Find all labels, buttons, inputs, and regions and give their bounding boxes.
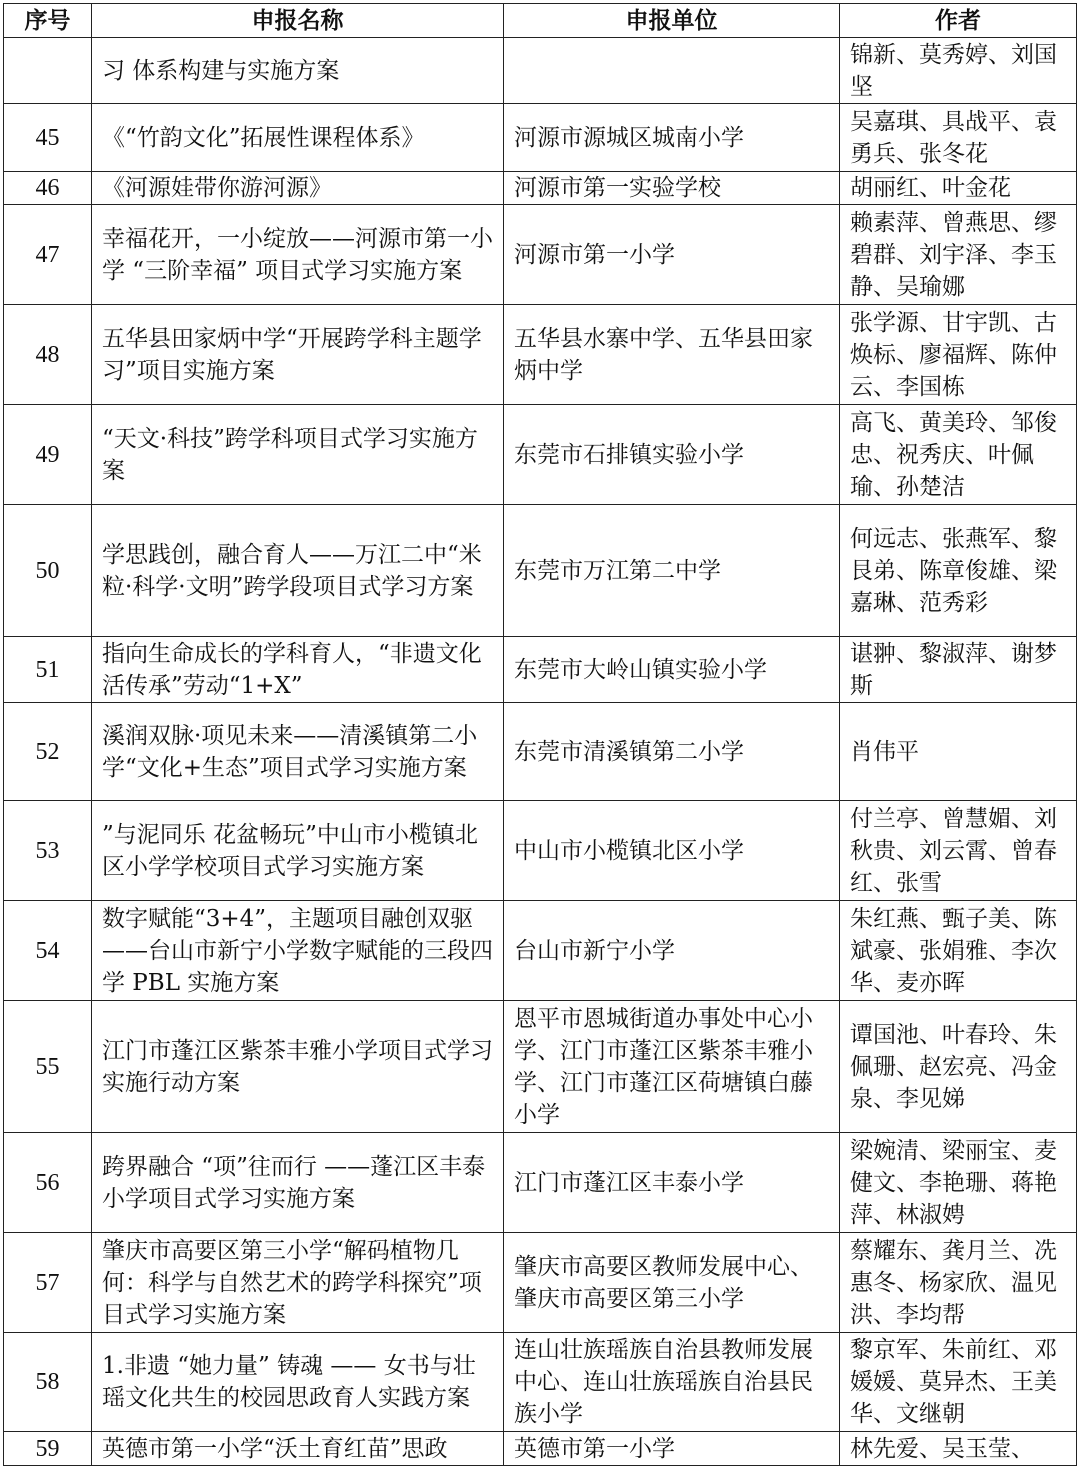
applicant-unit-cell: 肇庆市高要区教师发展中心、肇庆市高要区第三小学 (504, 1233, 840, 1333)
header-name: 申报名称 (92, 4, 504, 38)
row-number-cell: 50 (4, 505, 92, 637)
authors-cell: 赖素萍、曾燕思、缪碧群、刘宇泽、李玉静、吴瑜娜 (840, 205, 1077, 305)
applicant-unit-cell: 河源市第一小学 (504, 205, 840, 305)
table-row (4, 703, 1077, 801)
project-name-cell: 习 体系构建与实施方案 (92, 38, 504, 104)
header-no: 序号 (4, 4, 92, 38)
authors-cell: 胡丽红、叶金花 (840, 172, 1077, 205)
applicant-unit-cell: 中山市小榄镇北区小学 (504, 801, 840, 901)
project-name-cell: “天文·科技”跨学科项目式学习实施方案 (92, 405, 504, 505)
table-row (4, 172, 1077, 205)
applicant-unit-cell: 台山市新宁小学 (504, 901, 840, 1001)
table-row (4, 305, 1077, 405)
table-row (4, 1333, 1077, 1432)
table-row (4, 901, 1077, 1001)
project-name-cell: 学思践创，融合育人——万江二中“米粒·科学·文明”跨学段项目式学习方案 (92, 505, 504, 637)
authors-cell: 高飞、黄美玲、邹俊忠、祝秀庆、叶佩瑜、孙楚洁 (840, 405, 1077, 505)
applicant-unit-cell: 河源市第一实验学校 (504, 172, 840, 205)
row-number-cell: 46 (4, 172, 92, 205)
applicant-unit-cell: 五华县水寨中学、五华县田家炳中学 (504, 305, 840, 405)
row-number-cell: 56 (4, 1133, 92, 1233)
project-name-cell: 1.非遗 “她力量” 铸魂 —— 女书与壮瑶文化共生的校园思政育人实践方案 (92, 1333, 504, 1432)
authors-cell: 梁婉清、梁丽宝、麦健文、李艳珊、蒋艳萍、林淑娉 (840, 1133, 1077, 1233)
table-row (4, 104, 1077, 172)
table-row (4, 405, 1077, 505)
applicant-unit-cell: 英德市第一小学 (504, 1432, 840, 1466)
authors-cell: 黎京军、朱前红、邓媛媛、莫异杰、王美华、文继朝 (840, 1333, 1077, 1432)
row-number-cell: 52 (4, 703, 92, 801)
applicant-unit-cell: 东莞市石排镇实验小学 (504, 405, 840, 505)
project-name-cell: 英德市第一小学“沃土育红苗”思政 (92, 1432, 504, 1466)
project-name-cell: 指向生命成长的学科育人，“非遗文化活传承”劳动“1+X” (92, 637, 504, 703)
row-number-cell: 53 (4, 801, 92, 901)
row-number-cell: 59 (4, 1432, 92, 1466)
table-row (4, 1133, 1077, 1233)
authors-cell: 张学源、甘宇凯、古焕标、廖福辉、陈仲云、李国栋 (840, 305, 1077, 405)
table-row (4, 1233, 1077, 1333)
table-row (4, 205, 1077, 305)
row-number-cell: 58 (4, 1333, 92, 1432)
project-name-cell: 《“竹韵文化”拓展性课程体系》 (92, 104, 504, 172)
row-number-cell (4, 38, 92, 104)
project-name-cell: 《河源娃带你游河源》 (92, 172, 504, 205)
row-number-cell: 57 (4, 1233, 92, 1333)
row-number-cell: 47 (4, 205, 92, 305)
authors-cell: 肖伟平 (840, 703, 1077, 801)
authors-cell: 林先爱、吴玉莹、 (840, 1432, 1077, 1466)
header-authors: 作者 (840, 4, 1077, 38)
row-number-cell: 45 (4, 104, 92, 172)
project-name-cell: 数字赋能“3+4”，主题项目融创双驱 ——台山市新宁小学数字赋能的三段四学 PBL 实施方案 (92, 901, 504, 1001)
table-body (4, 38, 1077, 1466)
row-number-cell: 48 (4, 305, 92, 405)
project-name-cell: 跨界融合 “项”往而行 ——蓬江区丰泰小学项目式学习实施方案 (92, 1133, 504, 1233)
table-row (4, 1001, 1077, 1133)
authors-cell: 付兰亭、曾慧媚、刘秋贵、刘云霄、曾春红、张雪 (840, 801, 1077, 901)
applicant-unit-cell: 东莞市大岭山镇实验小学 (504, 637, 840, 703)
authors-cell: 谌翀、黎淑萍、谢梦斯 (840, 637, 1077, 703)
project-name-cell: 五华县田家炳中学“开展跨学科主题学习”项目实施方案 (92, 305, 504, 405)
authors-cell: 朱红燕、甄子美、陈斌豪、张娟雅、李次华、麦亦晖 (840, 901, 1077, 1001)
applicant-unit-cell (504, 38, 840, 104)
table-row (4, 1432, 1077, 1466)
row-number-cell: 49 (4, 405, 92, 505)
applicant-unit-cell: 东莞市万江第二中学 (504, 505, 840, 637)
authors-cell: 吴嘉琪、具战平、袁勇兵、张冬花 (840, 104, 1077, 172)
project-name-cell: 肇庆市高要区第三小学“解码植物几何：科学与自然艺术的跨学科探究”项目式学习实施方案 (92, 1233, 504, 1333)
authors-cell: 谭国池、叶春玲、朱佩珊、赵宏亮、冯金泉、李见娣 (840, 1001, 1077, 1133)
authors-cell: 何远志、张燕军、黎艮弟、陈章俊雄、梁嘉琳、范秀彩 (840, 505, 1077, 637)
table-header-row (4, 4, 1077, 38)
applicant-unit-cell: 连山壮族瑶族自治县教师发展中心、连山壮族瑶族自治县民族小学 (504, 1333, 840, 1432)
applicant-unit-cell: 河源市源城区城南小学 (504, 104, 840, 172)
project-name-cell: 江门市蓬江区紫茶丰雅小学项目式学习实施行动方案 (92, 1001, 504, 1133)
table-row (4, 505, 1077, 637)
table-row (4, 801, 1077, 901)
table-row (4, 637, 1077, 703)
header-unit: 申报单位 (504, 4, 840, 38)
row-number-cell: 54 (4, 901, 92, 1001)
row-number-cell: 55 (4, 1001, 92, 1133)
project-name-cell: 溪润双脉·项见未来——清溪镇第二小学“文化+生态”项目式学习实施方案 (92, 703, 504, 801)
authors-cell: 蔡耀东、龚月兰、冼惠冬、杨家欣、温见洪、李均帮 (840, 1233, 1077, 1333)
applicant-unit-cell: 恩平市恩城街道办事处中心小学、江门市蓬江区紫茶丰雅小学、江门市蓬江区荷塘镇白藤小学 (504, 1001, 840, 1133)
table-row (4, 38, 1077, 104)
authors-cell: 锦新、莫秀婷、刘国坚 (840, 38, 1077, 104)
project-table (3, 3, 1077, 1466)
row-number-cell: 51 (4, 637, 92, 703)
project-name-cell: ”与泥同乐 花盆畅玩”中山市小榄镇北区小学学校项目式学习实施方案 (92, 801, 504, 901)
applicant-unit-cell: 东莞市清溪镇第二小学 (504, 703, 840, 801)
project-name-cell: 幸福花开，一小绽放——河源市第一小学 “三阶幸福” 项目式学习实施方案 (92, 205, 504, 305)
applicant-unit-cell: 江门市蓬江区丰泰小学 (504, 1133, 840, 1233)
